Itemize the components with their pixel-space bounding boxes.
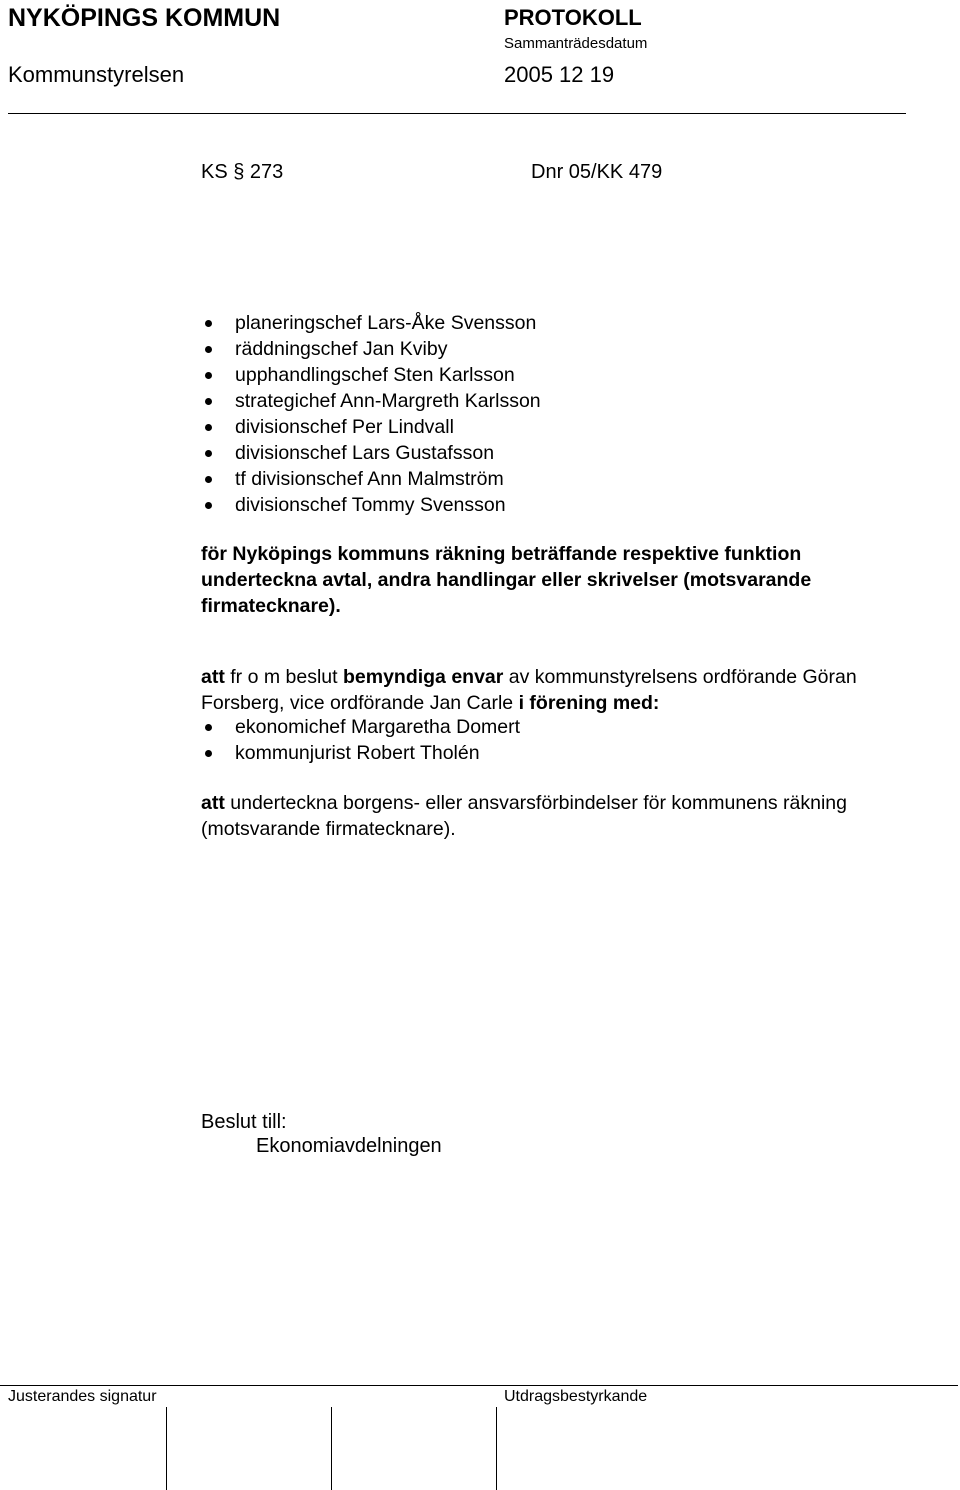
paragraph-text: fr o m beslut xyxy=(224,666,343,688)
bemyndiga-keyword: bemyndiga envar xyxy=(342,666,504,688)
certification-label: Utdragsbestyrkande xyxy=(504,1388,648,1405)
governing-body: Kommunstyrelsen xyxy=(8,62,185,87)
signature-box-divider xyxy=(331,1407,332,1490)
list-item: planeringschef Lars-Åke Svensson xyxy=(201,310,541,336)
decision-recipient-label: Beslut till: xyxy=(201,1111,287,1133)
signatories-list xyxy=(201,310,541,518)
document-type: PROTOKOLL xyxy=(504,5,642,30)
organization-name: NYKÖPINGS KOMMUN xyxy=(8,4,281,32)
forening-keyword: i förening med: xyxy=(518,692,660,714)
att-keyword: att xyxy=(201,666,225,688)
paragraph-text: underteckna borgens- eller ansvarsförbindelser för kommunens räkning (motsvarande firmatecknare). xyxy=(201,792,847,840)
delegation-paragraph xyxy=(201,664,921,716)
list-item: divisionschef Tommy Svensson xyxy=(201,492,541,518)
joint-signatories-list xyxy=(201,714,520,766)
list-item: strategichef Ann-Margreth Karlsson xyxy=(201,388,541,414)
signature-box-divider xyxy=(496,1407,497,1490)
list-item: divisionschef Lars Gustafsson xyxy=(201,440,541,466)
meeting-date-label: Sammanträdesdatum xyxy=(504,35,648,52)
header-divider xyxy=(8,113,906,114)
att-keyword: att xyxy=(201,792,225,814)
guarantee-paragraph xyxy=(201,790,921,842)
meeting-date: 2005 12 19 xyxy=(504,62,615,87)
authority-paragraph: för Nyköpings kommuns räkning beträffande respektive funktion underteckna avtal, andra handlingar eller skrivelser (motsvarande firmatecknare). xyxy=(201,543,812,617)
list-item: ekonomichef Margaretha Domert xyxy=(201,714,520,740)
signature-box-divider xyxy=(166,1407,167,1490)
paragraph-text: av kommunstyrelsens ordförande Göran Forsberg, vice ordförande Jan Carle xyxy=(201,666,857,714)
case-paragraph-number: KS § 273 xyxy=(201,161,284,183)
signature-label: Justerandes signatur xyxy=(8,1388,157,1405)
list-item: räddningschef Jan Kviby xyxy=(201,336,541,362)
list-item: kommunjurist Robert Tholén xyxy=(201,740,520,766)
list-item: upphandlingschef Sten Karlsson xyxy=(201,362,541,388)
decision-recipient: Ekonomiavdelningen xyxy=(256,1135,442,1157)
list-item: divisionschef Per Lindvall xyxy=(201,414,541,440)
list-item: tf divisionschef Ann Malmström xyxy=(201,466,541,492)
footer-divider xyxy=(0,1385,958,1386)
case-registration-number: Dnr 05/KK 479 xyxy=(531,161,663,183)
